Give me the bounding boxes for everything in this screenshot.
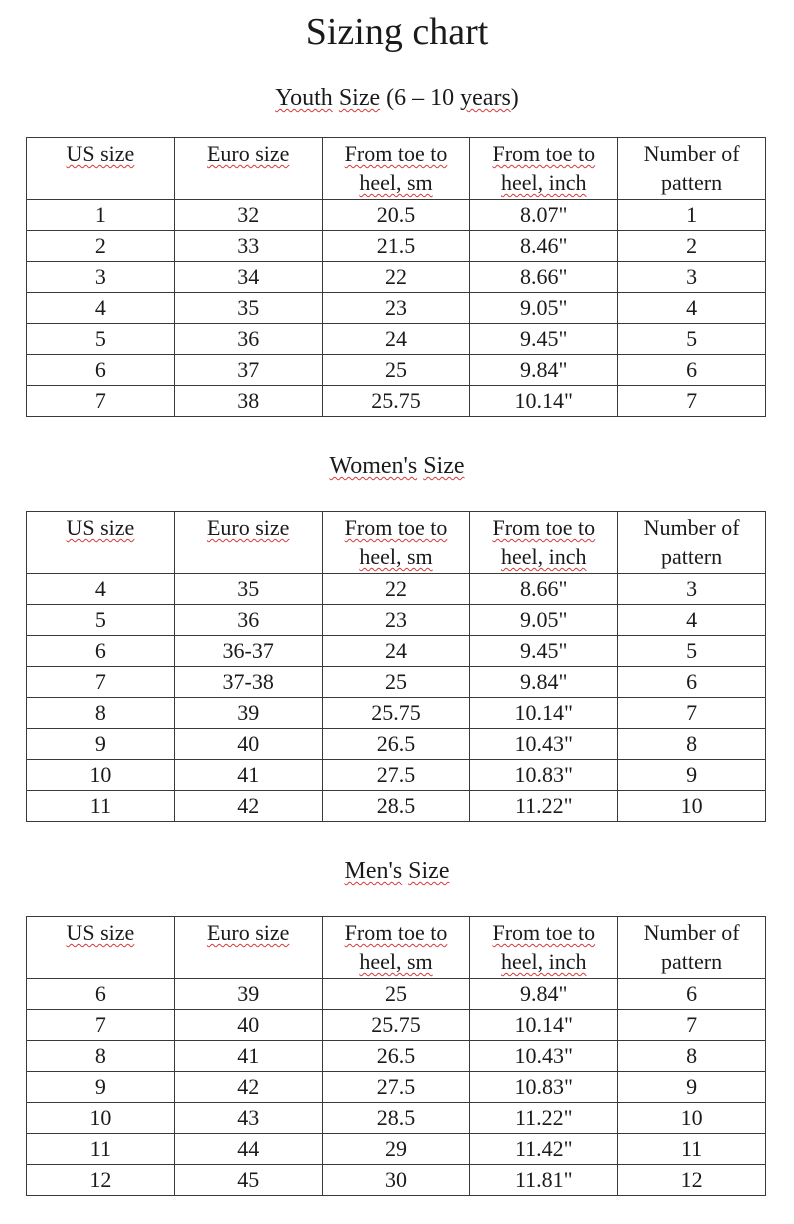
table-row <box>27 1165 766 1196</box>
cell-pattern-number: 9 <box>618 760 766 791</box>
table-row <box>27 355 766 386</box>
table-row <box>27 1072 766 1103</box>
heading-text: ) <box>510 85 519 111</box>
cell-toe-heel-inch: 11.22" <box>470 1103 618 1134</box>
cell-pattern-number: 5 <box>618 324 766 355</box>
cell-pattern-number: 8 <box>618 729 766 760</box>
men-size-table <box>26 916 766 1196</box>
cell-euro-size: 37 <box>174 355 322 386</box>
cell-us-size: 7 <box>27 667 175 698</box>
cell-pattern-number: 6 <box>618 979 766 1010</box>
cell-toe-heel-sm: 23 <box>322 293 470 324</box>
cell-us-size: 2 <box>27 231 175 262</box>
cell-pattern-number: 3 <box>618 262 766 293</box>
header-col-us-size <box>27 138 175 200</box>
cell-toe-heel-sm: 25.75 <box>322 1010 470 1041</box>
cell-us-size: 11 <box>27 1134 175 1165</box>
table-row <box>27 200 766 231</box>
cell-pattern-number: 2 <box>618 231 766 262</box>
cell-us-size: 6 <box>27 355 175 386</box>
table-row <box>27 791 766 822</box>
cell-pattern-number: 7 <box>618 698 766 729</box>
header-text: Euro size <box>206 920 290 945</box>
cell-euro-size: 44 <box>174 1134 322 1165</box>
cell-pattern-number: 5 <box>618 636 766 667</box>
header-col-us-size <box>27 917 175 979</box>
table-row <box>27 1041 766 1072</box>
header-text: US size <box>66 515 135 540</box>
table-row <box>27 1010 766 1041</box>
cell-pattern-number: 7 <box>618 1010 766 1041</box>
cell-us-size: 11 <box>27 791 175 822</box>
cell-euro-size: 41 <box>174 760 322 791</box>
header-col-toe-heel-inch <box>470 138 618 200</box>
cell-toe-heel-sm: 25 <box>322 355 470 386</box>
cell-us-size: 8 <box>27 698 175 729</box>
cell-euro-size: 39 <box>174 698 322 729</box>
cell-toe-heel-sm: 29 <box>322 1134 470 1165</box>
page-title: Sizing chart <box>305 11 489 53</box>
cell-toe-heel-inch: 8.66" <box>470 574 618 605</box>
header-text: From toe to <box>492 141 596 166</box>
cell-euro-size: 36 <box>174 324 322 355</box>
cell-toe-heel-inch: 11.42" <box>470 1134 618 1165</box>
cell-euro-size: 36 <box>174 605 322 636</box>
cell-toe-heel-sm: 24 <box>322 324 470 355</box>
table-row <box>27 386 766 417</box>
cell-us-size: 5 <box>27 605 175 636</box>
table-row <box>27 636 766 667</box>
cell-us-size: 7 <box>27 1010 175 1041</box>
women-size-table <box>26 511 766 822</box>
cell-us-size: 6 <box>27 636 175 667</box>
header-text: heel, inch <box>501 170 587 195</box>
cell-pattern-number: 6 <box>618 355 766 386</box>
header-col-euro-size <box>174 138 322 200</box>
cell-toe-heel-inch: 9.05" <box>470 605 618 636</box>
table-header-row <box>27 512 766 574</box>
heading-word: Size <box>408 858 450 884</box>
cell-euro-size: 42 <box>174 791 322 822</box>
cell-pattern-number: 7 <box>618 386 766 417</box>
header-text: US size <box>66 920 135 945</box>
cell-us-size: 3 <box>27 262 175 293</box>
cell-euro-size: 35 <box>174 293 322 324</box>
heading-word: Women's <box>329 453 418 479</box>
cell-toe-heel-sm: 26.5 <box>322 1041 470 1072</box>
cell-euro-size: 32 <box>174 200 322 231</box>
table-row <box>27 979 766 1010</box>
header-text: From toe to <box>492 515 596 540</box>
header-text: From toe to <box>344 515 448 540</box>
cell-euro-size: 38 <box>174 386 322 417</box>
cell-toe-heel-inch: 10.14" <box>470 1010 618 1041</box>
header-text: Number of <box>643 141 740 166</box>
header-text: Number of <box>643 920 740 945</box>
header-text: Euro size <box>206 141 290 166</box>
cell-us-size: 9 <box>27 729 175 760</box>
cell-us-size: 10 <box>27 1103 175 1134</box>
cell-us-size: 8 <box>27 1041 175 1072</box>
cell-toe-heel-inch: 10.83" <box>470 760 618 791</box>
cell-us-size: 9 <box>27 1072 175 1103</box>
header-col-us-size <box>27 512 175 574</box>
cell-toe-heel-inch: 9.45" <box>470 636 618 667</box>
cell-toe-heel-inch: 9.84" <box>470 667 618 698</box>
cell-pattern-number: 12 <box>618 1165 766 1196</box>
header-text: pattern <box>661 170 723 195</box>
cell-pattern-number: 11 <box>618 1134 766 1165</box>
cell-toe-heel-inch: 9.84" <box>470 979 618 1010</box>
table-row <box>27 231 766 262</box>
header-col-pattern-number <box>618 138 766 200</box>
header-col-toe-heel-sm <box>322 917 470 979</box>
cell-toe-heel-sm: 21.5 <box>322 231 470 262</box>
section-heading-men <box>0 857 794 885</box>
table-header-row <box>27 138 766 200</box>
cell-pattern-number: 9 <box>618 1072 766 1103</box>
cell-toe-heel-inch: 9.84" <box>470 355 618 386</box>
heading-word: years <box>460 85 511 111</box>
header-col-pattern-number <box>618 512 766 574</box>
cell-euro-size: 33 <box>174 231 322 262</box>
header-col-euro-size <box>174 512 322 574</box>
header-col-toe-heel-sm <box>322 512 470 574</box>
cell-toe-heel-inch: 10.14" <box>470 698 618 729</box>
cell-toe-heel-inch: 9.05" <box>470 293 618 324</box>
cell-toe-heel-sm: 28.5 <box>322 791 470 822</box>
cell-pattern-number: 3 <box>618 574 766 605</box>
cell-toe-heel-sm: 30 <box>322 1165 470 1196</box>
cell-pattern-number: 4 <box>618 605 766 636</box>
table-row <box>27 1103 766 1134</box>
cell-pattern-number: 6 <box>618 667 766 698</box>
cell-toe-heel-inch: 8.66" <box>470 262 618 293</box>
heading-word: Size <box>338 85 381 111</box>
header-text: From toe to <box>344 141 448 166</box>
cell-toe-heel-inch: 11.81" <box>470 1165 618 1196</box>
cell-toe-heel-inch: 9.45" <box>470 324 618 355</box>
cell-toe-heel-sm: 27.5 <box>322 760 470 791</box>
heading-word: Men's <box>344 858 403 884</box>
cell-toe-heel-sm: 23 <box>322 605 470 636</box>
header-text: heel, sm <box>359 170 433 195</box>
cell-euro-size: 36-37 <box>174 636 322 667</box>
header-text: heel, inch <box>501 544 587 569</box>
header-text: From toe to <box>492 920 596 945</box>
header-text: Number of <box>643 515 740 540</box>
header-col-euro-size <box>174 917 322 979</box>
cell-us-size: 10 <box>27 760 175 791</box>
cell-toe-heel-inch: 11.22" <box>470 791 618 822</box>
header-text: heel, sm <box>359 949 433 974</box>
table-row <box>27 729 766 760</box>
table-row <box>27 1134 766 1165</box>
heading-word: Size <box>423 453 465 479</box>
cell-pattern-number: 4 <box>618 293 766 324</box>
section-heading-youth <box>0 84 794 112</box>
cell-toe-heel-sm: 27.5 <box>322 1072 470 1103</box>
cell-toe-heel-inch: 10.43" <box>470 729 618 760</box>
cell-toe-heel-inch: 8.07" <box>470 200 618 231</box>
table-row <box>27 574 766 605</box>
section-heading-women <box>0 452 794 480</box>
cell-toe-heel-sm: 26.5 <box>322 729 470 760</box>
cell-pattern-number: 8 <box>618 1041 766 1072</box>
youth-size-table <box>26 137 766 417</box>
cell-toe-heel-inch: 10.14" <box>470 386 618 417</box>
cell-euro-size: 34 <box>174 262 322 293</box>
cell-toe-heel-inch: 10.43" <box>470 1041 618 1072</box>
cell-toe-heel-sm: 25.75 <box>322 698 470 729</box>
cell-euro-size: 35 <box>174 574 322 605</box>
cell-toe-heel-sm: 28.5 <box>322 1103 470 1134</box>
header-col-toe-heel-inch <box>470 512 618 574</box>
header-text: heel, sm <box>359 544 433 569</box>
table-row <box>27 324 766 355</box>
header-text: heel, inch <box>501 949 587 974</box>
cell-us-size: 4 <box>27 293 175 324</box>
cell-pattern-number: 1 <box>618 200 766 231</box>
cell-us-size: 4 <box>27 574 175 605</box>
cell-euro-size: 40 <box>174 729 322 760</box>
header-text: pattern <box>661 949 723 974</box>
header-text: Euro size <box>206 515 290 540</box>
table-row <box>27 262 766 293</box>
table-row <box>27 667 766 698</box>
cell-pattern-number: 10 <box>618 791 766 822</box>
cell-euro-size: 45 <box>174 1165 322 1196</box>
cell-us-size: 7 <box>27 386 175 417</box>
header-col-toe-heel-sm <box>322 138 470 200</box>
cell-toe-heel-sm: 22 <box>322 574 470 605</box>
table-row <box>27 698 766 729</box>
cell-us-size: 5 <box>27 324 175 355</box>
header-col-toe-heel-inch <box>470 917 618 979</box>
cell-pattern-number: 10 <box>618 1103 766 1134</box>
cell-toe-heel-inch: 8.46" <box>470 231 618 262</box>
cell-toe-heel-sm: 25 <box>322 979 470 1010</box>
cell-euro-size: 41 <box>174 1041 322 1072</box>
cell-toe-heel-sm: 22 <box>322 262 470 293</box>
header-col-pattern-number <box>618 917 766 979</box>
table-row <box>27 605 766 636</box>
cell-euro-size: 43 <box>174 1103 322 1134</box>
cell-euro-size: 39 <box>174 979 322 1010</box>
cell-us-size: 6 <box>27 979 175 1010</box>
cell-toe-heel-inch: 10.83" <box>470 1072 618 1103</box>
heading-word: Youth <box>275 85 333 111</box>
cell-euro-size: 40 <box>174 1010 322 1041</box>
cell-toe-heel-sm: 25.75 <box>322 386 470 417</box>
cell-euro-size: 42 <box>174 1072 322 1103</box>
table-row <box>27 760 766 791</box>
cell-us-size: 12 <box>27 1165 175 1196</box>
cell-toe-heel-sm: 20.5 <box>322 200 470 231</box>
header-text: US size <box>66 141 135 166</box>
header-text: From toe to <box>344 920 448 945</box>
cell-toe-heel-sm: 24 <box>322 636 470 667</box>
table-header-row <box>27 917 766 979</box>
heading-text: (6 – 10 <box>380 85 461 111</box>
cell-us-size: 1 <box>27 200 175 231</box>
header-text: pattern <box>661 544 723 569</box>
cell-toe-heel-sm: 25 <box>322 667 470 698</box>
cell-euro-size: 37-38 <box>174 667 322 698</box>
table-row <box>27 293 766 324</box>
